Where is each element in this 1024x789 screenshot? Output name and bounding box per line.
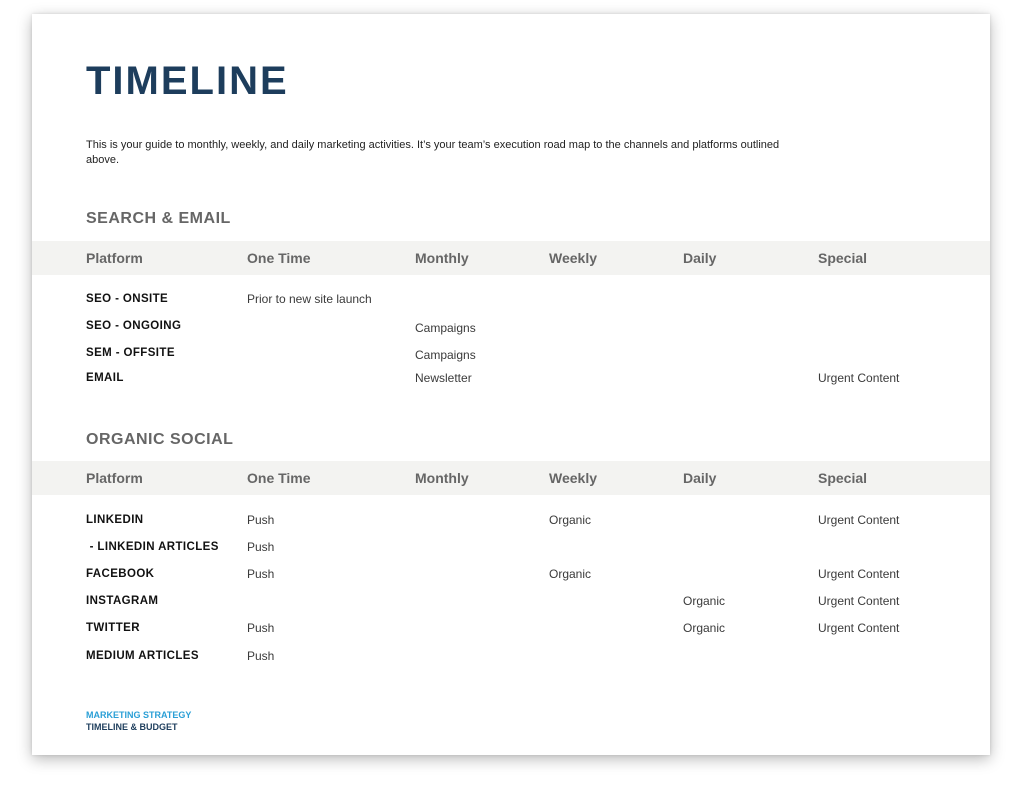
one-time-value: Push <box>247 621 275 635</box>
platform-name: SEO - ONSITE <box>86 293 169 305</box>
one-time-value: Push <box>247 540 275 554</box>
platform-name: MEDIUM ARTICLES <box>86 650 199 662</box>
special-value: Urgent Content <box>818 594 900 608</box>
table-header <box>32 461 990 495</box>
table-row <box>32 511 990 529</box>
one-time-value: Prior to new site launch <box>247 292 372 306</box>
platform-name: TWITTER <box>86 622 140 634</box>
document-page <box>32 14 990 755</box>
table-row <box>32 619 990 637</box>
platform-name: INSTAGRAM <box>86 595 159 607</box>
column-header-special: Special <box>818 250 868 266</box>
column-header-special: Special <box>818 470 868 486</box>
footer-document-name: MARKETING STRATEGY <box>86 710 192 720</box>
column-header-weekly: Weekly <box>549 470 597 486</box>
column-header-weekly: Weekly <box>549 250 597 266</box>
footer-section-name: TIMELINE & BUDGET <box>86 722 178 732</box>
special-value: Urgent Content <box>818 621 900 635</box>
section-title: ORGANIC SOCIAL <box>86 431 234 448</box>
table-row <box>32 538 990 556</box>
column-header-daily: Daily <box>683 470 717 486</box>
table-row <box>32 592 990 610</box>
weekly-value: Organic <box>549 567 592 581</box>
platform-name: LINKEDIN <box>86 514 144 526</box>
table-row <box>32 317 990 335</box>
section-title: SEARCH & EMAIL <box>86 210 231 227</box>
special-value: Urgent Content <box>818 371 900 385</box>
platform-name: SEM - OFFSITE <box>86 347 175 359</box>
special-value: Urgent Content <box>818 567 900 581</box>
table-row <box>32 369 990 387</box>
daily-value: Organic <box>683 621 726 635</box>
column-header-platform: Platform <box>86 250 143 266</box>
column-header-monthly: Monthly <box>415 250 469 266</box>
intro-paragraph: This is your guide to monthly, weekly, and daily marketing activities. It’s your team’s execution road map to the channels and platforms outlined above. <box>86 139 780 166</box>
column-header-one-time: One Time <box>247 250 311 266</box>
monthly-value: Newsletter <box>415 371 472 385</box>
platform-name: SEO - ONGOING <box>86 320 182 332</box>
special-value: Urgent Content <box>818 513 900 527</box>
one-time-value: Push <box>247 567 275 581</box>
table-row <box>32 344 990 362</box>
one-time-value: Push <box>247 513 275 527</box>
column-header-one-time: One Time <box>247 470 311 486</box>
column-header-daily: Daily <box>683 250 717 266</box>
column-header-platform: Platform <box>86 470 143 486</box>
platform-name: FACEBOOK <box>86 568 155 580</box>
one-time-value: Push <box>247 649 275 663</box>
daily-value: Organic <box>683 594 726 608</box>
table-row <box>32 290 990 308</box>
column-header-monthly: Monthly <box>415 470 469 486</box>
weekly-value: Organic <box>549 513 592 527</box>
platform-name: EMAIL <box>86 372 124 384</box>
monthly-value: Campaigns <box>415 348 476 362</box>
platform-name: - LINKEDIN ARTICLES <box>86 541 219 553</box>
monthly-value: Campaigns <box>415 321 476 335</box>
table-row <box>32 647 990 665</box>
table-row <box>32 565 990 583</box>
table-header <box>32 241 990 275</box>
page-title: TIMELINE <box>86 59 289 103</box>
